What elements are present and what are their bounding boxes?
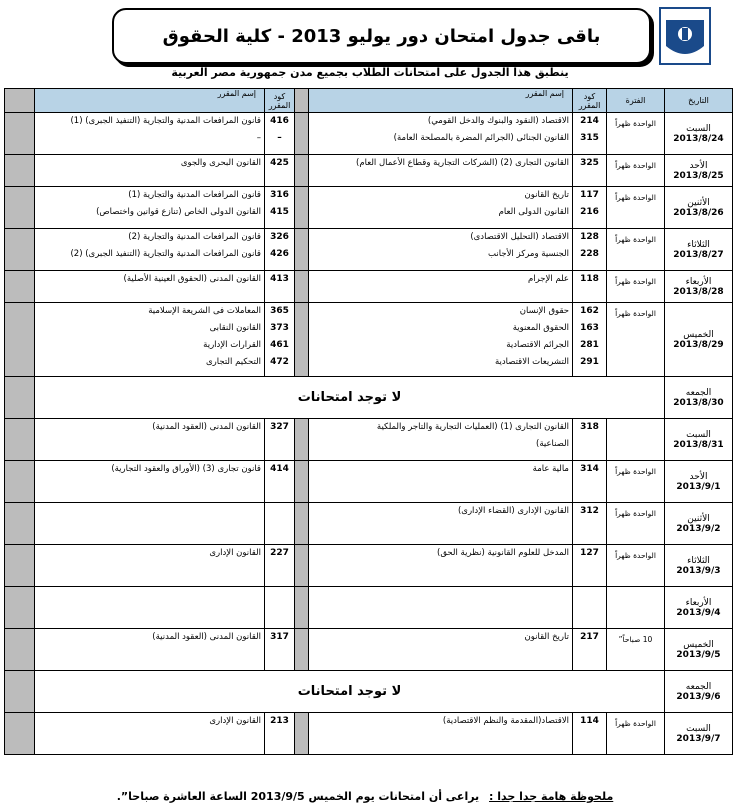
- course-name: التشريعات الاقتصادية: [494, 357, 569, 367]
- course-name-cell: [309, 271, 573, 303]
- date-cell: [665, 113, 733, 155]
- day-name: الأثنين: [687, 513, 710, 524]
- course-name-cell-2: [35, 271, 265, 303]
- code-cell: [573, 419, 607, 461]
- course-code: 327: [270, 422, 289, 432]
- course-code: 318: [580, 422, 599, 432]
- course-name: تاريخ القانون: [524, 190, 569, 200]
- edge-cell: [5, 377, 35, 419]
- table-body: [5, 113, 733, 755]
- table-row: [5, 461, 733, 503]
- day-name: الأحد: [689, 160, 708, 171]
- course-name-cell: [309, 545, 573, 587]
- course-name: حقوق الإنسان: [519, 306, 569, 316]
- date-cell: [665, 419, 733, 461]
- course-name: –: [256, 133, 261, 143]
- edge-cell: [5, 671, 35, 713]
- course-name: القرارات الإدارية: [203, 340, 261, 350]
- code-cell-2: [265, 713, 295, 755]
- edge-cell: [5, 545, 35, 587]
- separator-cell: [295, 229, 309, 271]
- code-cell: [573, 545, 607, 587]
- code-cell: [573, 303, 607, 377]
- exam-schedule-table: [4, 88, 733, 755]
- table-row: [5, 545, 733, 587]
- code-cell-2: [265, 503, 295, 545]
- code-cell: [573, 713, 607, 755]
- edge-cell: [5, 271, 35, 303]
- course-code: 118: [580, 274, 599, 284]
- course-name-cell: [309, 713, 573, 755]
- table-row: [5, 587, 733, 629]
- code-cell-2: [265, 271, 295, 303]
- course-code: 316: [270, 190, 289, 200]
- course-name: الصناعية): [536, 439, 569, 449]
- period-cell: الواحدة ظهراً: [607, 303, 665, 377]
- date-value: 2013/8/28: [673, 286, 724, 297]
- date-value: 2013/9/2: [676, 523, 721, 534]
- course-name: قانون المرافعات المدنية والتجارية (1): [128, 190, 261, 200]
- course-name-cell: [309, 419, 573, 461]
- course-code: 281: [580, 340, 599, 350]
- course-name-cell: [309, 587, 573, 629]
- code-cell-2: [265, 461, 295, 503]
- note-label: ملحوظة هامة جدا جدا :: [489, 790, 614, 803]
- date-cell: [665, 271, 733, 303]
- course-name-cell-2: [35, 229, 265, 271]
- course-name-cell-2: [35, 503, 265, 545]
- day-name: الجمعه: [685, 681, 712, 692]
- university-logo: [655, 6, 715, 66]
- period-cell: [607, 587, 665, 629]
- separator-cell: [295, 187, 309, 229]
- course-code: 291: [580, 357, 599, 367]
- header-period: الفترة: [607, 89, 665, 113]
- separator-cell: [295, 461, 309, 503]
- course-name: القانون الإدارى: [209, 548, 261, 558]
- course-name: قانون المرافعات المدنية والتجارية (التنفيذ الجبرى) (2): [70, 249, 261, 259]
- period-cell: الواحدة ظهراً: [607, 113, 665, 155]
- title-box: [112, 8, 651, 64]
- edge-cell: [5, 187, 35, 229]
- note-text: يراعى أن امتحانات يوم الخميس 2013/9/5 الساعة العاشرة صباحا”.: [116, 790, 480, 803]
- course-name: القانون الإدارى (القضاء الإدارى): [457, 506, 569, 516]
- day-name: الجمعه: [685, 387, 712, 398]
- course-name: القانون البحرى والجوى: [180, 158, 261, 168]
- edge-cell: [5, 155, 35, 187]
- date-cell: [665, 377, 733, 419]
- table-row: [5, 377, 733, 419]
- course-code: 373: [270, 323, 289, 333]
- separator-cell: [295, 713, 309, 755]
- course-name: علم الإجرام: [527, 274, 569, 284]
- date-value: 2013/8/29: [673, 339, 724, 350]
- course-code: 128: [580, 232, 599, 242]
- code-cell: [573, 461, 607, 503]
- course-name: القانون التجارى (1) (العمليات التجارية والتاجر والملكية: [376, 422, 569, 432]
- code-cell-2: [265, 629, 295, 671]
- course-name-cell: [309, 187, 573, 229]
- course-name-cell-2: [35, 187, 265, 229]
- course-name: القانون المدنى (الحقوق العينية الأصلية): [123, 274, 261, 284]
- course-name-cell-2: [35, 587, 265, 629]
- period-cell: 10 صباحاً”: [607, 629, 665, 671]
- header-name: إسم المقرر: [309, 89, 573, 113]
- period-cell: الواحدة ظهراً: [607, 155, 665, 187]
- course-code: 315: [580, 133, 599, 143]
- date-value: 2013/8/31: [673, 439, 724, 450]
- header-date: التاريخ: [665, 89, 733, 113]
- course-name-cell-2: [35, 155, 265, 187]
- course-name: قانون المرافعات المدنية والتجارية (2): [128, 232, 261, 242]
- course-name: قانون المرافعات المدنية والتجارية (التنفيذ الجبرى) (1): [70, 116, 261, 126]
- course-name-cell-2: [35, 713, 265, 755]
- code-cell: [573, 187, 607, 229]
- table-row: [5, 713, 733, 755]
- course-name: الاقتصاد (التحليل الاقتصادى): [470, 232, 569, 242]
- course-name-cell: [309, 629, 573, 671]
- separator-cell: [295, 545, 309, 587]
- code-cell-2: [265, 155, 295, 187]
- date-value: 2013/8/26: [673, 207, 724, 218]
- course-code: 213: [270, 716, 289, 726]
- day-name: الأربعاء: [685, 276, 712, 287]
- course-name-cell: [309, 113, 573, 155]
- separator-cell: [295, 503, 309, 545]
- day-name: الخميس: [683, 329, 714, 340]
- day-name: الأثنين: [687, 197, 710, 208]
- course-code: 114: [580, 716, 599, 726]
- header-code-2: كود المقرر: [265, 89, 295, 113]
- day-name: الأحد: [689, 471, 708, 482]
- course-code: 472: [270, 357, 289, 367]
- date-value: 2013/9/7: [676, 733, 721, 744]
- course-code: 365: [270, 306, 289, 316]
- course-code: 217: [580, 632, 599, 642]
- course-name-cell: [309, 229, 573, 271]
- code-cell: [573, 155, 607, 187]
- course-name-cell-2: [35, 461, 265, 503]
- code-cell-2: [265, 229, 295, 271]
- table-row: [5, 155, 733, 187]
- edge-cell: [5, 587, 35, 629]
- course-name-cell: [309, 303, 573, 377]
- course-name: قانون تجارى (3) (الأوراق والعقود التجارية): [111, 464, 261, 474]
- code-cell: [573, 629, 607, 671]
- edge-column: [5, 89, 35, 113]
- course-code: 416: [270, 116, 289, 126]
- date-cell: [665, 545, 733, 587]
- date-value: 2013/8/27: [673, 249, 724, 260]
- course-code: 227: [270, 548, 289, 558]
- table-row: [5, 187, 733, 229]
- course-name-cell-2: [35, 629, 265, 671]
- separator-cell: [295, 419, 309, 461]
- course-code: 216: [580, 207, 599, 217]
- course-name: القانون الدولى الخاص (تنازع قوانين واختصاص): [96, 207, 261, 217]
- course-name-cell-2: [35, 303, 265, 377]
- course-code: 326: [270, 232, 289, 242]
- code-cell: [573, 229, 607, 271]
- separator-cell: [295, 303, 309, 377]
- course-code: 317: [270, 632, 289, 642]
- header-code: كود المقرر: [573, 89, 607, 113]
- table-row: [5, 419, 733, 461]
- period-cell: الواحدة ظهراً: [607, 271, 665, 303]
- date-value: 2013/9/1: [676, 481, 721, 492]
- date-cell: [665, 713, 733, 755]
- page-title: باقى جدول امتحان دور يوليو 2013 - كلية الحقوق: [162, 25, 601, 47]
- day-name: الثلاثاء: [687, 239, 710, 250]
- period-cell: الواحدة ظهراً: [607, 187, 665, 229]
- no-exams-cell: لا توجد امتحانات: [35, 377, 665, 419]
- course-name-cell: [309, 503, 573, 545]
- course-name-cell-2: [35, 545, 265, 587]
- course-code: 413: [270, 274, 289, 284]
- separator-cell: [295, 113, 309, 155]
- date-cell: [665, 187, 733, 229]
- day-name: الأربعاء: [685, 597, 712, 608]
- header-name-2: إسم المقرر: [35, 89, 265, 113]
- date-value: 2013/8/25: [673, 170, 724, 181]
- date-cell: [665, 229, 733, 271]
- course-name: القانون الإدارى: [209, 716, 261, 726]
- period-cell: الواحدة ظهراً: [607, 503, 665, 545]
- course-name: الجنسية ومركز الأجانب: [488, 249, 569, 259]
- edge-cell: [5, 503, 35, 545]
- day-name: الخميس: [683, 639, 714, 650]
- date-cell: [665, 155, 733, 187]
- code-cell-2: [265, 419, 295, 461]
- course-code: 127: [580, 548, 599, 558]
- separator-cell: [295, 587, 309, 629]
- course-code: 162: [580, 306, 599, 316]
- course-code: 312: [580, 506, 599, 516]
- edge-cell: [5, 713, 35, 755]
- date-value: 2013/9/5: [676, 649, 721, 660]
- period-cell: الواحدة ظهراً: [607, 713, 665, 755]
- code-cell: [573, 113, 607, 155]
- course-code: 163: [580, 323, 599, 333]
- code-cell-2: [265, 187, 295, 229]
- date-cell: [665, 503, 733, 545]
- course-name: الحقوق المعنوية: [512, 323, 569, 333]
- course-name: مالية عامة: [532, 464, 569, 474]
- course-name: القانون التجارى (2) (الشركات التجارية وقطاع الأعمال العام): [356, 158, 569, 168]
- table-row: [5, 303, 733, 377]
- course-name-cell: [309, 155, 573, 187]
- course-name: القانون الدولى العام: [498, 207, 569, 217]
- course-name: المعاملات فى الشريعة الإسلامية: [148, 306, 261, 316]
- important-note: [0, 790, 730, 803]
- edge-cell: [5, 229, 35, 271]
- table-header-row: [5, 89, 733, 113]
- course-name: القانون الجنائى (الجرائم المضرة بالمصلحة العامة): [393, 133, 569, 143]
- day-name: السبت: [686, 123, 711, 134]
- course-name-cell-2: [35, 419, 265, 461]
- course-name: الاقتصاد (النقود والبنوك والدخل القومي): [427, 116, 569, 126]
- code-cell-2: [265, 303, 295, 377]
- course-name-cell-2: [35, 113, 265, 155]
- course-name: التحكيم التجارى: [206, 357, 261, 367]
- course-code: 228: [580, 249, 599, 259]
- day-name: السبت: [686, 429, 711, 440]
- table-row: [5, 229, 733, 271]
- code-cell: [573, 503, 607, 545]
- course-name: القانون النقابى: [209, 323, 261, 333]
- separator-cell: [295, 155, 309, 187]
- course-name: المدخل للعلوم القانونية (نظرية الحق): [437, 548, 569, 558]
- course-name: القانون المدنى (العقود المدنية): [152, 422, 261, 432]
- period-cell: الواحدة ظهراً: [607, 229, 665, 271]
- code-cell-2: [265, 545, 295, 587]
- subtitle: ينطبق هذا الجدول على امتحانات الطلاب بجميع مدن جمهورية مصر العربية: [171, 66, 569, 79]
- code-cell-2: [265, 587, 295, 629]
- date-value: 2013/8/24: [673, 133, 724, 144]
- day-name: الثلاثاء: [687, 555, 710, 566]
- date-cell: [665, 671, 733, 713]
- course-name: الجرائم الاقتصادية: [506, 340, 569, 350]
- course-code: 426: [270, 249, 289, 259]
- separator-cell: [295, 271, 309, 303]
- code-cell: [573, 271, 607, 303]
- edge-cell: [5, 303, 35, 377]
- course-code: 461: [270, 340, 289, 350]
- course-name: تاريخ القانون: [524, 632, 569, 642]
- course-code: 415: [270, 207, 289, 217]
- separator-cell: [295, 629, 309, 671]
- day-name: السبت: [686, 723, 711, 734]
- course-code: 214: [580, 116, 599, 126]
- no-exams-cell: لا توجد امتحانات: [35, 671, 665, 713]
- table-row: [5, 113, 733, 155]
- course-name: القانون المدنى (العقود المدنية): [152, 632, 261, 642]
- code-cell: [573, 587, 607, 629]
- university-seal-icon: [656, 6, 714, 66]
- table-row: [5, 503, 733, 545]
- date-cell: [665, 587, 733, 629]
- code-cell-2: [265, 113, 295, 155]
- table-row: [5, 271, 733, 303]
- course-code: 414: [270, 464, 289, 474]
- course-code: –: [277, 133, 282, 143]
- period-cell: [607, 419, 665, 461]
- period-cell: الواحدة ظهراً: [607, 461, 665, 503]
- edge-cell: [5, 419, 35, 461]
- edge-cell: [5, 113, 35, 155]
- date-cell: [665, 629, 733, 671]
- edge-cell: [5, 461, 35, 503]
- date-value: 2013/9/3: [676, 565, 721, 576]
- date-value: 2013/9/4: [676, 607, 721, 618]
- table-row: [5, 671, 733, 713]
- table-row: [5, 629, 733, 671]
- course-code: 425: [270, 158, 289, 168]
- edge-cell: [5, 629, 35, 671]
- course-code: 314: [580, 464, 599, 474]
- course-name-cell: [309, 461, 573, 503]
- date-value: 2013/8/30: [673, 397, 724, 408]
- period-cell: الواحدة ظهراً: [607, 545, 665, 587]
- date-cell: [665, 303, 733, 377]
- date-cell: [665, 461, 733, 503]
- course-name: الاقتصاد(المقدمة والنظم الاقتصادية): [442, 716, 569, 726]
- date-value: 2013/9/6: [676, 691, 721, 702]
- course-code: 117: [580, 190, 599, 200]
- separator-column: [295, 89, 309, 113]
- course-code: 325: [580, 158, 599, 168]
